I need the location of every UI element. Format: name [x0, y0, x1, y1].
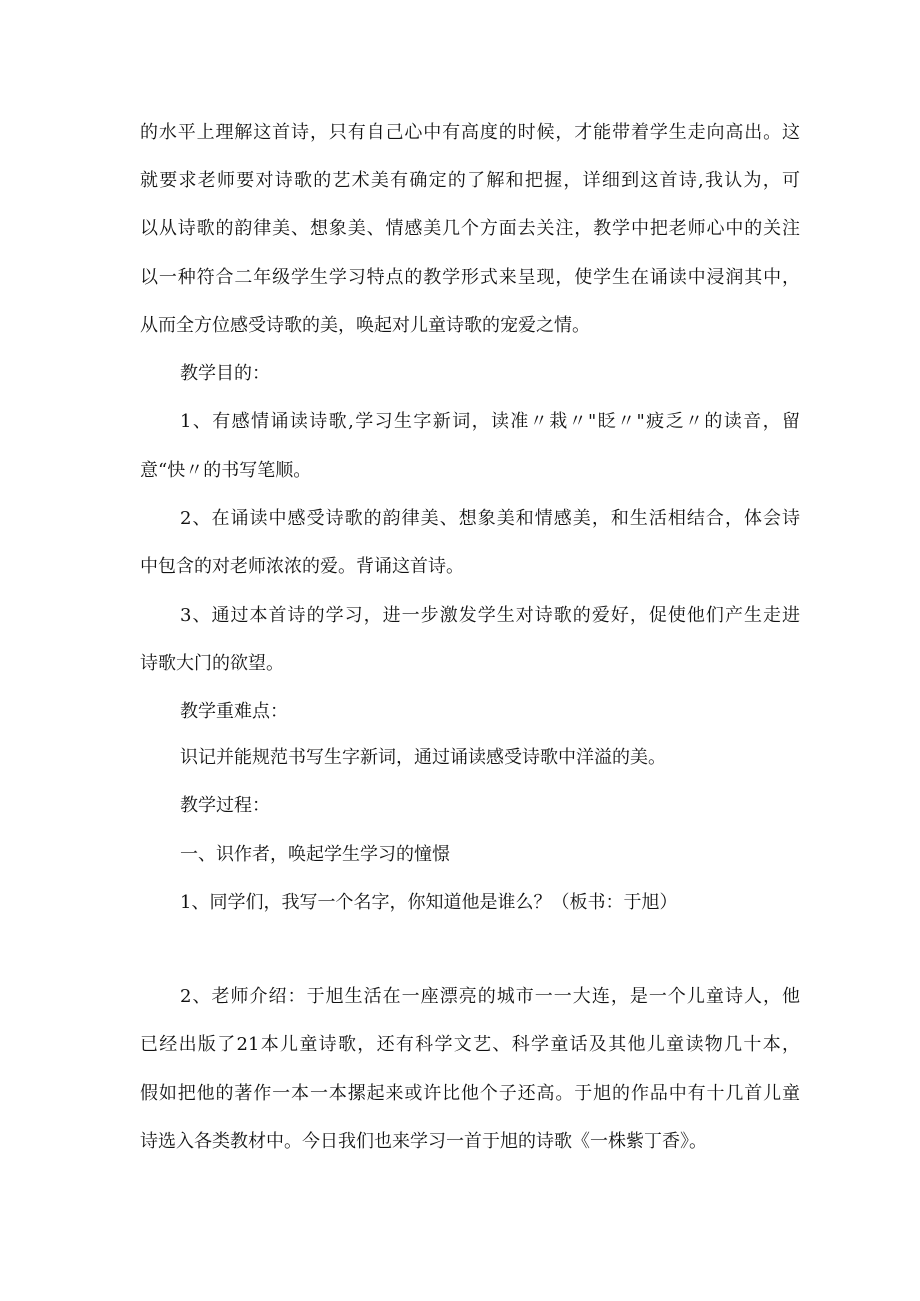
paragraph-line: 假如把他的著作一本一本摞起来或许比他个子还高。于旭的作品中有十几首儿童 [140, 1083, 800, 1104]
paragraph-line: 以一种符合二年级学生学习特点的教学形式来呈现，使学生在诵读中浸润其中， [140, 267, 800, 288]
paragraph-line: 已经出版了21本儿童诗歌，还有科学文艺、科学童话及其他儿童读物几十本， [140, 1034, 800, 1055]
list-item-line: 1、有感情诵读诗歌,学习生字新词，读准〃栽〃"眨〃"疲乏〃的读音，留 [180, 411, 800, 432]
list-item-line: 1、同学们，我写一个名字，你知道他是谁么？（板书：于旭） [180, 892, 678, 913]
section-heading: 教学目的： [180, 363, 270, 384]
section-heading: 教学重难点： [180, 701, 288, 722]
paragraph-line: 诗选入各类教材中。今日我们也来学习一首于旭的诗歌《一株紫丁香》。 [140, 1131, 707, 1152]
list-item-line: 3、通过本首诗的学习，进一步激发学生对诗歌的爱好，促使他们产生走进 [180, 605, 800, 626]
list-item-line: 2、老师介绍：于旭生活在一座漂亮的城市一一大连，是一个儿童诗人，他 [180, 986, 800, 1007]
list-item-line: 2、在诵读中感受诗歌的韵律美、想象美和情感美，和生活相结合，体会诗 [180, 508, 800, 529]
subheading: 一、识作者，唤起学生学习的憧憬 [180, 844, 450, 865]
list-item-line: 中包含的对老师浓浓的爱。背诵这首诗。 [140, 556, 464, 577]
paragraph-line: 就要求老师要对诗歌的艺术美有确定的了解和把握，详细到这首诗,我认为，可 [140, 170, 800, 191]
paragraph-line: 的水平上理解这首诗，只有自己心中有高度的时候，才能带着学生走向高出。这 [140, 122, 800, 143]
paragraph-line: 识记并能规范书写生字新词，通过诵读感受诗歌中洋溢的美。 [180, 747, 666, 768]
list-item-line: 诗歌大门的欲望。 [140, 653, 284, 674]
paragraph-line: 以从诗歌的韵律美、想象美、情感美几个方面去关注，教学中把老师心中的关注 [140, 218, 800, 239]
paragraph-line: 从而全方位感受诗歌的美，唤起对儿童诗歌的宠爱之情。 [140, 315, 590, 336]
list-item-line: 意“快〃的书写笔顺。 [140, 460, 312, 481]
section-heading: 教学过程： [180, 795, 270, 816]
